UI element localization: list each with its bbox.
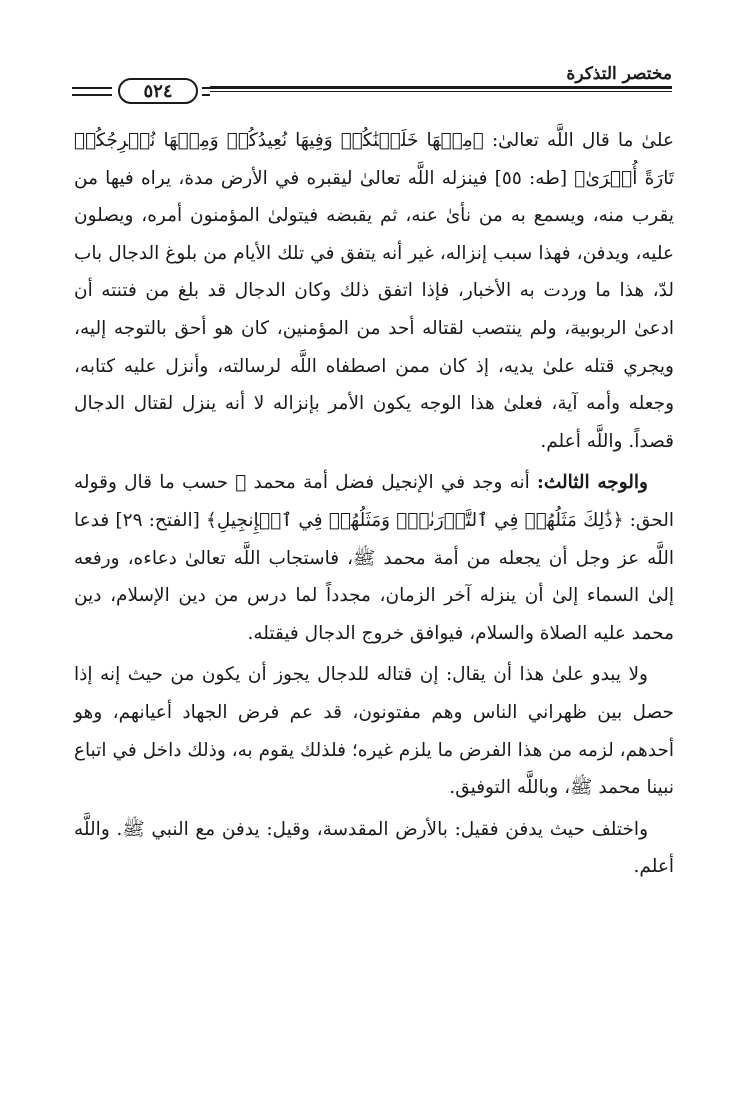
paragraph-text: أنه وجد في الإنجيل فضل أمة محمد ﷺ حسب ما قال وقوله الحق: ﴿ذَٰلِكَ مَثَلُهُمۡ فِي ٱلتَّوۡرَىٰةِۚ وَمَثَلُهُمۡ فِي ٱلۡإِنجِيلِ﴾ [الفتح: ٢٩] فدعا اللَّه عز وجل أن يجعله من أمة محمد ﷺ، فاستجاب اللَّه تعالىٰ دعاءه، ورفعه إلىٰ السماء إلىٰ أن ينزله آخر الزمان، مجدداً لما درس من دين الإسلام، دين محمد عليه الصلاة والسلام، فيوافق خروج الدجال فيقتله. <box>74 472 675 644</box>
paragraph <box>74 122 674 460</box>
page-number-ornament <box>68 76 210 106</box>
body-text <box>74 122 674 886</box>
paragraph-lead: والوجه الثالث: <box>536 472 648 494</box>
paragraph-text: ولا يبدو علىٰ هذا أن يقال: إن قتاله للدجال يجوز أن يكون من حيث إنه إذا حصل بين ظهراني الناس وهم مفتونون، قد عم فرض الجهاد أعيانهم، وهو أحدهم، لزمه من هذا الفرض ما يلزم غيره؛ فلذلك يقوم به، وذلك داخل في اتباع نبينا محمد ﷺ، وباللَّه التوفيق. <box>74 664 674 799</box>
paragraph <box>74 656 674 806</box>
paragraph-text: علىٰ ما قال اللَّه تعالىٰ: ﴿مِنۡهَا خَلَقۡنَٰكُمۡ وَفِيهَا نُعِيدُكُمۡ وَمِنۡهَا نُخۡرِجُكُمۡ تَارَةً أُخۡرَىٰ﴾ [طه: ٥٥] فينزله اللَّه تعالىٰ ليقبره في الأرض مدة، يراه فيها من يقرب منه، ويسمع به من نأىٰ عنه، ثم يقبضه فيتولىٰ المؤمنون أمره، ويصلون عليه، ويدفن، فهذا سبب إنزاله، غير أنه يتفق في تلك الأيام من بلوغ الدجال باب لدّ، هذا ما وردت به الأخبار، فإذا اتفق ذلك وكان الدجال قد بلغ من فتنته أن ادعىٰ الربوبية، ولم ينتصب لقتاله أحد من المؤمنين، كان هو أحق بالتوجه إليه، ويجري قتله علىٰ يديه، إذ كان ممن اصطفاه اللَّه لرسالته، وأنزل عليه كتابه، وجعله وأمه آية، فعلىٰ هذا الوجه يكون الأمر بإنزاله لا أنه ينزل لقتال الدجال قصداً. واللَّه أعلم. <box>74 130 674 452</box>
page-number-text: ٥٢٤ <box>143 80 173 102</box>
page-header <box>74 60 672 108</box>
ornament-bars-left <box>72 87 112 96</box>
page-number <box>118 78 198 104</box>
running-title: مختصر التذكرة <box>566 64 672 84</box>
paragraph <box>74 464 674 652</box>
ornament-bars-right <box>202 87 210 96</box>
paragraph-text: واختلف حيث يدفن فقيل: بالأرض المقدسة، وقيل: يدفن مع النبي ﷺ. واللَّه أعلم. <box>74 818 674 878</box>
paragraph <box>74 811 674 886</box>
